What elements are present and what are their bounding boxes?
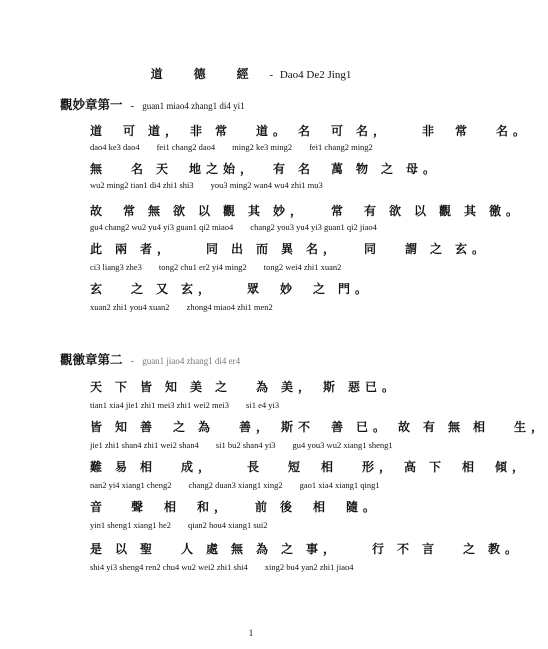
verse-pinyin: yin1 sheng1 xiang1 he2 qian2 hou4 xiang1 sui2 [90, 520, 268, 530]
verse-chinese: 難 易 相 成， 長 短 相 形， 高 下 相 傾， [90, 460, 530, 474]
title-pinyin: Dao4 De2 Jing1 [279, 69, 352, 81]
verse-pinyin: gu4 chang2 wu2 yu4 yi3 guan1 qi2 miao4 chang2 you3 yu4 yi3 guan1 qi2 jiao4 [90, 222, 377, 232]
chapter-title-chinese: 觀妙章第一 [60, 98, 123, 112]
verse-chinese: 玄 之 又 玄， 眾 妙 之 門。 [90, 282, 373, 296]
title-separator: - [269, 69, 274, 81]
chapter-title-pinyin: guan1 miao4 zhang1 di4 yi1 [142, 101, 245, 111]
title-chinese: 道 德 經 [150, 67, 263, 81]
verse-chinese: 故 常 無 欲 以 觀 其 妙， 常 有 欲 以 觀 其 徼。 [90, 204, 524, 218]
chapter-dash: - [130, 100, 135, 112]
verse-pinyin: ci3 liang3 zhe3 tong2 chu1 er2 yi4 ming2 tong2 wei4 zhi1 xuan2 [90, 262, 342, 272]
verse-pinyin: wu2 ming2 tian1 di4 zhi1 shi3 you3 ming2 wan4 wu4 zhi1 mu3 [90, 180, 323, 190]
verse-pinyin: jie1 zhi1 shan4 zhi1 wei2 shan4 si1 bu2 shan4 yi3 gu4 you3 wu2 xiang1 sheng1 [90, 440, 393, 450]
verse-pinyin: xuan2 zhi1 you4 xuan2 zhong4 miao4 zhi1 men2 [90, 302, 273, 312]
verse-chinese: 音 聲 相 和， 前 後 相 隨。 [90, 500, 381, 514]
verse-chinese: 此 兩 者， 同 出 而 異 名， 同 謂 之 玄。 [90, 242, 490, 256]
verse-chinese: 天 下 皆 知 美 之 為 美， 斯 惡已。 [90, 380, 400, 394]
chapter-heading-2 [60, 350, 240, 369]
chapter-dash: - [130, 355, 135, 367]
verse-chinese: 道 可 道， 非 常 道。 名 可 名， 非 常 名。 [90, 124, 531, 138]
verse-pinyin: nan2 yi4 xiang1 cheng2 chang2 duan3 xiang1 xing2 gao1 xia4 xiang1 qing1 [90, 480, 380, 490]
page-number: 1 [248, 628, 254, 638]
verse-chinese: 是 以 聖 人 處 無 為 之 事， 行 不 言 之 教。 [90, 542, 523, 556]
verse-pinyin: tian1 xia4 jie1 zhi1 mei3 zhi1 wei2 mei3 si1 e4 yi3 [90, 400, 280, 410]
verse-pinyin: shi4 yi3 sheng4 ren2 chu4 wu2 wei2 zhi1 shi4 xing2 bu4 yan2 zhi1 jiao4 [90, 562, 354, 572]
verse-chinese: 無 名 天 地之始， 有 名 萬 物 之 母。 [90, 162, 441, 176]
verse-chinese: 皆 知 善 之 為 善， 斯不 善 已。 故 有 無 相 生， [90, 420, 548, 434]
chapter-title-pinyin: guan1 jiao4 zhang1 di4 er4 [142, 356, 241, 366]
verse-pinyin: dao4 ke3 dao4 fei1 chang2 dao4 ming2 ke3 ming2 fei1 chang2 ming2 [90, 142, 373, 152]
chapter-title-chinese: 觀徼章第二 [60, 353, 123, 367]
chapter-heading-1 [60, 95, 245, 114]
document-title [0, 65, 502, 82]
